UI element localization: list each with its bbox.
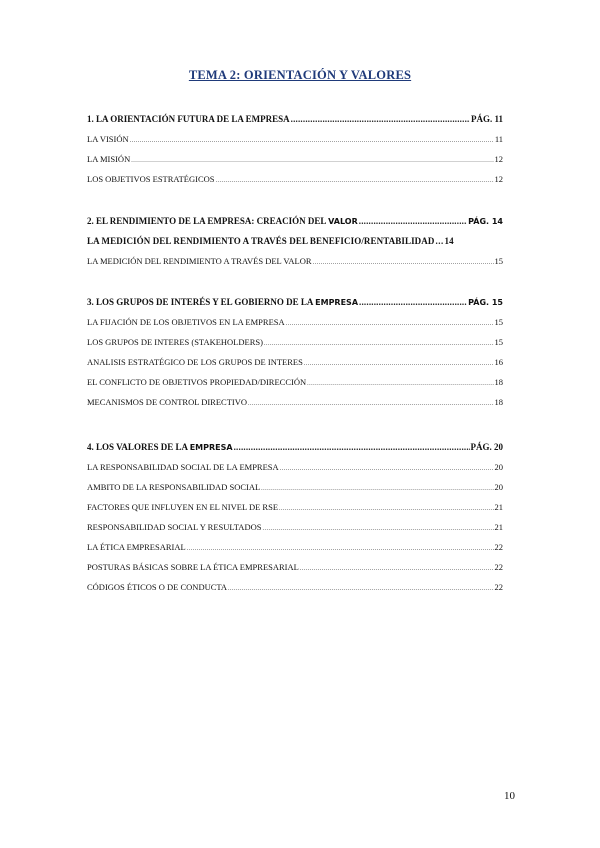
toc-item[interactable] [87,357,503,377]
leader-dots [248,401,493,407]
toc-item-label: RESPONSABILIDAD SOCIAL Y RESULTADOS [87,522,262,532]
section-heading[interactable] [87,216,503,236]
leader-dots [291,114,470,124]
leader-dots [359,297,467,307]
section-heading-text: 2. EL RENDIMIENTO DE LA EMPRESA: CREACIÓN DEL [87,216,329,226]
toc-item-label: LA FIJACIÓN DE LOS OBJETIVOS EN LA EMPRESA [87,317,285,327]
leader-dots [307,381,493,387]
toc-item[interactable] [87,397,503,417]
toc-item-page: 15 [494,256,503,266]
leader-dots [264,341,494,347]
toc-item[interactable] [87,174,503,194]
toc-item-label: LOS GRUPOS DE INTERES (STAKEHOLDERS) [87,337,263,347]
toc-item-label: LA MISIÓN [87,154,131,164]
section-heading-emph: VALOR [328,217,358,226]
toc-item-page: 22 [494,582,503,592]
section-heading-emph: EMPRESA [315,298,359,307]
toc-section-1 [87,114,503,194]
toc-item-page: 12 [494,174,503,184]
section-page: PÁG. 20 [470,442,503,452]
leader-dots [262,526,493,532]
leader-dots [234,442,470,452]
toc-item[interactable] [87,522,503,542]
section-heading-emph: EMPRESA [189,443,233,452]
toc-item-page: 11 [494,134,503,144]
toc-item-page: 16 [494,357,503,367]
section-heading-text: 1. LA ORIENTACIÓN FUTURA DE LA EMPRESA [87,114,290,124]
toc-item-page: 21 [494,502,503,512]
toc-subheading-label: LA MEDICIÓN DEL RENDIMIENTO A TRAVÉS DEL BENEFICIO/RENTABILIDAD [87,236,435,246]
leader-dots [131,158,493,164]
toc-item[interactable] [87,317,503,337]
toc-item[interactable] [87,377,503,397]
toc-item-page: 15 [494,337,503,347]
toc-item-label: AMBITO DE LA RESPONSABILIDAD SOCIAL [87,482,261,492]
toc-item-page: 18 [494,397,503,407]
leader-dots [279,506,493,512]
toc-item[interactable] [87,542,503,562]
toc-item-label: ANALISIS ESTRATÉGICO DE LOS GRUPOS DE INTERES [87,357,303,367]
leader-dots [216,178,494,184]
section-heading[interactable] [87,442,503,462]
toc-item[interactable] [87,154,503,174]
section-heading-text: 4. LOS VALORES DE LA [87,442,190,452]
toc-item[interactable] [87,582,503,602]
toc-item[interactable] [87,256,503,276]
toc-item[interactable] [87,502,503,522]
section-page: PÁG. 15 [468,298,503,307]
toc-section-2 [87,216,503,276]
leader-dots [313,260,494,266]
toc-item-page: 22 [494,562,503,572]
toc-subheading-page: 14 [444,236,454,246]
section-heading[interactable] [87,297,503,317]
toc-item-label: MECANISMOS DE CONTROL DIRECTIVO [87,397,248,407]
toc-item-page: 18 [494,377,503,387]
toc-item[interactable] [87,337,503,357]
toc-item-label: LA VISIÓN [87,134,129,144]
toc-item-label: POSTURAS BÁSICAS SOBRE LA ÉTICA EMPRESARIAL [87,562,299,572]
leader-dots [304,361,494,367]
section-heading-text: 3. LOS GRUPOS DE INTERÉS Y EL GOBIERNO DE LA [87,297,316,307]
toc-item-label: LOS OBJETIVOS ESTRATÉGICOS [87,174,215,184]
toc-item-label: LA ÉTICA EMPRESARIAL [87,542,186,552]
toc-item-page: 15 [494,317,503,327]
toc-item[interactable] [87,462,503,482]
leader-dots [130,138,494,144]
leader-dots [300,566,494,572]
leader-dots [280,466,494,472]
toc-item-page: 20 [494,462,503,472]
toc-item-page: 20 [494,482,503,492]
toc-item-label: LA RESPONSABILIDAD SOCIAL DE LA EMPRESA [87,462,279,472]
toc-item-page: 22 [494,542,503,552]
leader-dots [435,236,443,246]
toc-item-label: EL CONFLICTO DE OBJETIVOS PROPIEDAD/DIRECCIÓN [87,377,307,387]
document-title: TEMA 2: ORIENTACIÓN Y VALORES [188,68,412,82]
leader-dots [359,216,467,226]
leader-dots [261,486,493,492]
leader-dots [286,321,494,327]
leader-dots [187,546,494,552]
toc-item[interactable] [87,134,503,154]
toc-subheading[interactable] [87,236,503,256]
toc-section-3 [87,297,503,417]
toc-item-label: FACTORES QUE INFLUYEN EN EL NIVEL DE RSE [87,502,279,512]
leader-dots [228,586,493,592]
toc-item-label: CÓDIGOS ÉTICOS O DE CONDUCTA [87,582,228,592]
toc-item-label: LA MEDICIÓN DEL RENDIMIENTO A TRAVÉS DEL VALOR [87,256,312,266]
toc-item[interactable] [87,482,503,502]
section-heading[interactable] [87,114,503,134]
toc-item-page: 12 [494,154,503,164]
section-page: PÁG. 14 [468,217,503,226]
toc-section-4 [87,442,503,602]
toc-item[interactable] [87,562,503,582]
page-number: 10 [504,790,515,802]
toc-item-page: 21 [494,522,503,532]
section-page: PÁG. 11 [470,114,503,124]
